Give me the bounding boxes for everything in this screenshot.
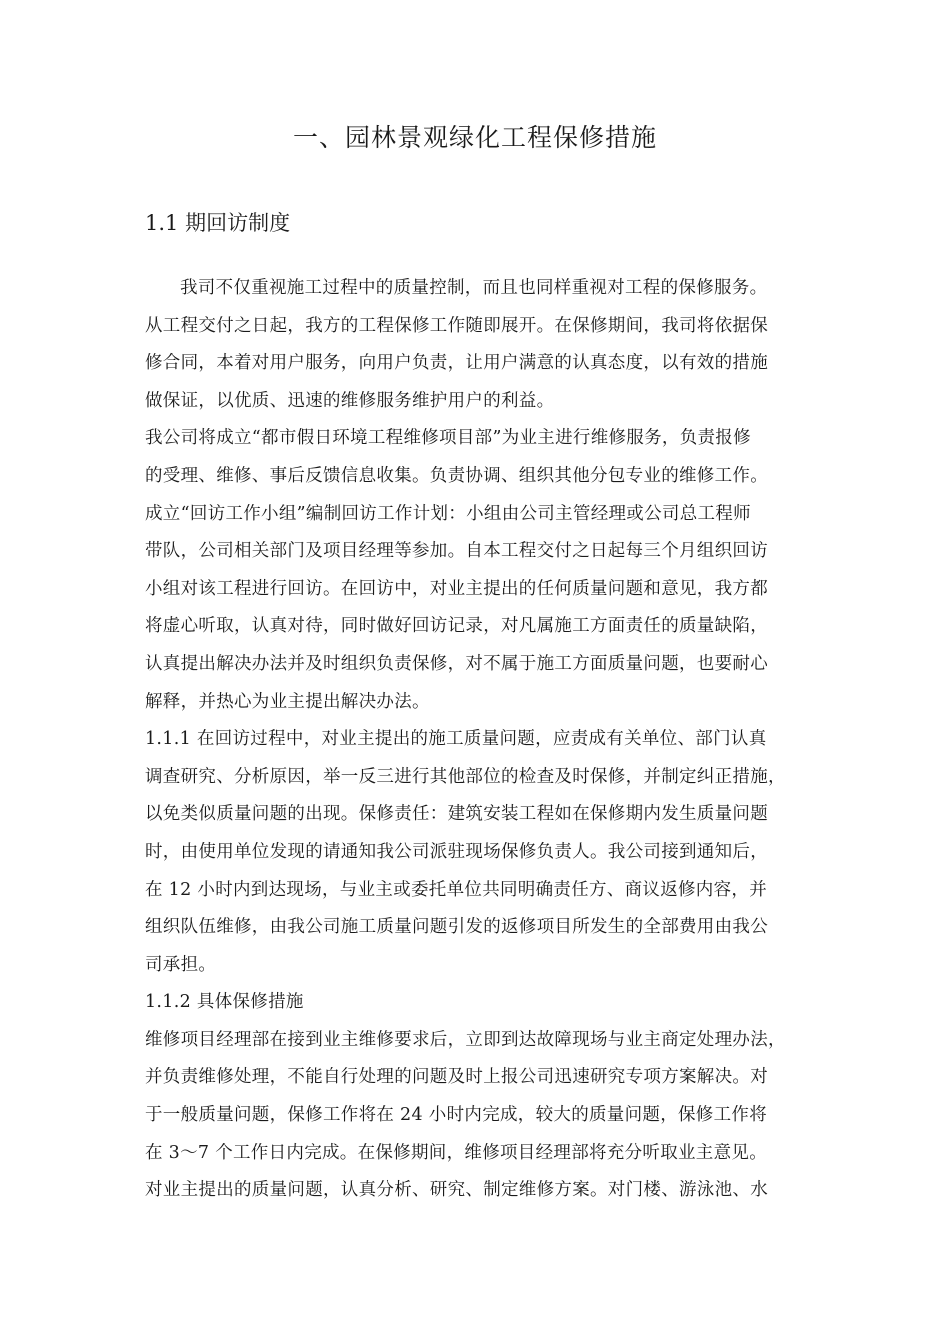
- body-line: 在 12 小时内到达现场，与业主或委托单位共同明确责任方、商议返修内容，并: [145, 879, 767, 900]
- body-line: 解释，并热心为业主提出解决办法。: [145, 691, 430, 712]
- body-line: 于一般质量问题，保修工作将在 24 小时内完成，较大的质量问题，保修工作将: [145, 1105, 767, 1126]
- body-line: 将虚心听取，认真对待，同时做好回访记录，对凡属施工方面责任的质量缺陷，: [145, 616, 768, 637]
- body-line: 的受理、维修、事后反馈信息收集。负责协调、组织其他分包专业的维修工作。: [145, 465, 768, 486]
- body-line: 成立“回访工作小组”编制回访工作计划：小组由公司主管经理或公司总工程师: [145, 503, 751, 524]
- body-line: 对业主提出的质量问题，认真分析、研究、制定维修方案。对门楼、游泳池、水: [145, 1180, 768, 1201]
- body-line: 认真提出解决办法并及时组织负责保修，对不属于施工方面质量问题，也要耐心: [145, 653, 768, 674]
- subsection-heading: 1.1.2 具体保修措施: [145, 992, 304, 1013]
- body-line: 小组对该工程进行回访。在回访中，对业主提出的任何质量问题和意见，我方都: [145, 578, 768, 599]
- body-line: 并负责维修处理，不能自行处理的问题及时上报公司迅速研究专项方案解决。对: [145, 1067, 768, 1088]
- document-body: [145, 270, 815, 1210]
- body-line: 带队，公司相关部门及项目经理等参加。自本工程交付之日起每三个月组织回访: [145, 541, 768, 562]
- body-line: 从工程交付之日起，我方的工程保修工作随即展开。在保修期间，我司将依据保: [145, 315, 768, 336]
- body-line: 做保证，以优质、迅速的维修服务维护用户的利益。: [145, 390, 555, 411]
- body-line: 维修项目经理部在接到业主维修要求后，立即到达故障现场与业主商定处理办法，: [145, 1029, 786, 1050]
- body-line: 司承担。: [145, 954, 217, 975]
- body-line: 时，由使用单位发现的请通知我公司派驻现场保修负责人。我公司接到通知后，: [145, 841, 768, 862]
- body-line: 1.1.1 在回访过程中，对业主提出的施工质量问题，应责成有关单位、部门认真: [145, 729, 767, 750]
- body-line: 调查研究、分析原因，举一反三进行其他部位的检查及时保修，并制定纠正措施，: [145, 766, 786, 787]
- body-line: 在 3～7 个工作日内完成。在保修期间，维修项目经理部将充分听取业主意见。: [145, 1142, 767, 1163]
- body-line: 我公司将成立“都市假日环境工程维修项目部”为业主进行维修服务，负责报修: [145, 428, 751, 449]
- body-line: 修合同，本着对用户服务，向用户负责，让用户满意的认真态度，以有效的措施: [145, 353, 768, 374]
- body-line: 组织队伍维修，由我公司施工质量问题引发的返修项目所发生的全部费用由我公: [145, 917, 768, 938]
- document-title: 一、园林景观绿化工程保修措施: [292, 123, 657, 152]
- section-heading: 1.1 期回访制度: [145, 211, 291, 235]
- body-line: 以免类似质量问题的出现。保修责任：建筑安装工程如在保修期内发生质量问题: [145, 804, 768, 825]
- body-line: 我司不仅重视施工过程中的质量控制，而且也同样重视对工程的保修服务。: [180, 278, 768, 298]
